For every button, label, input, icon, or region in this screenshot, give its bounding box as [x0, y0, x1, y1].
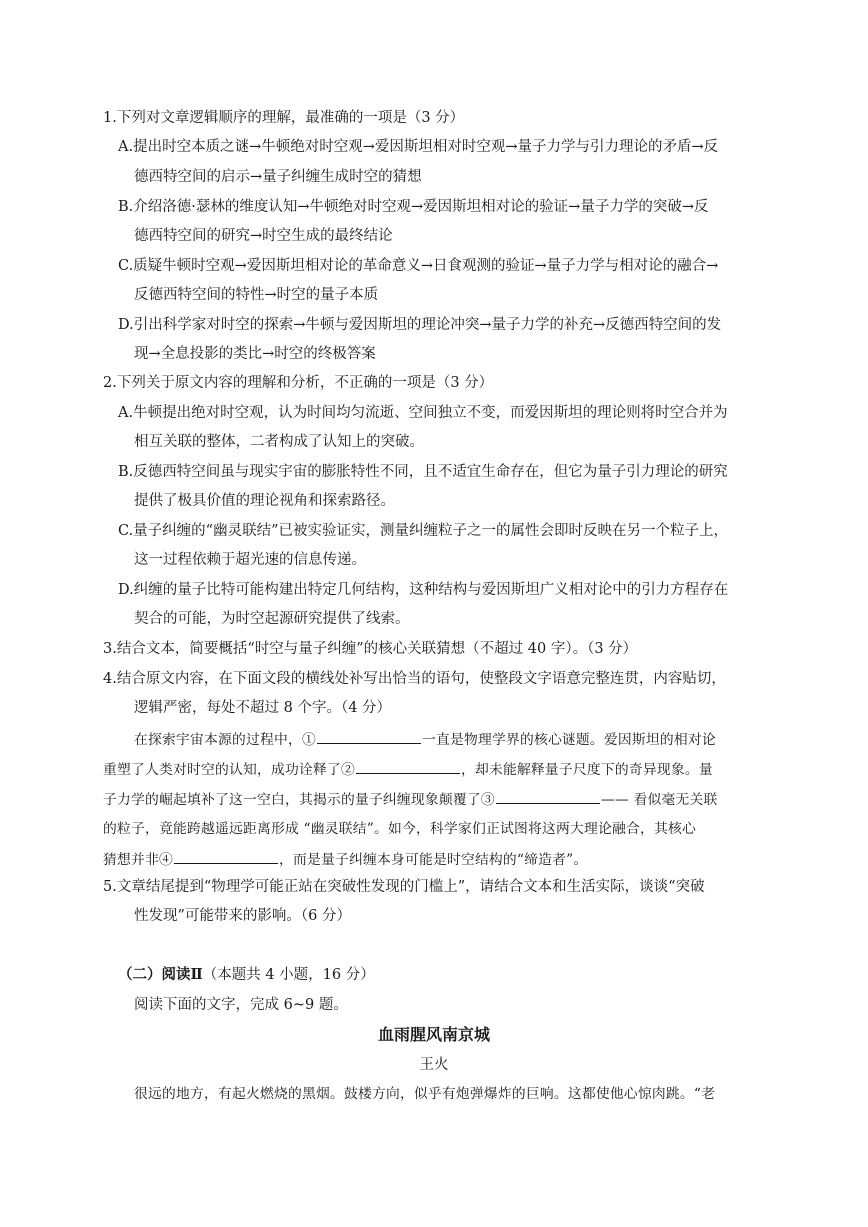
- q1-option-d-cont: 现→全息投影的类比→时空的终极答案: [134, 346, 376, 362]
- q2-option-c: C.量子纠缠的“幽灵联结”已被实验证实，测量纠缠粒子之一的属性会即时反映在另一个粒子上，: [118, 523, 729, 539]
- q4-passage-line-5: [103, 849, 587, 870]
- q4-stem-cont: 逻辑严密，每处不超过 8 个字。（4 分）: [134, 700, 392, 716]
- passage-text: ，却未能解释量子尺度下的奇异现象。量: [460, 762, 713, 778]
- answer-blank-3[interactable]: [496, 789, 600, 804]
- section-heading-detail: （本题共 4 小题，16 分）: [202, 967, 375, 983]
- q4-stem: 4.结合原文内容，在下面文段的横线处补写出恰当的语句，使整段文字语意完整连贯，内容贴切，: [103, 671, 726, 687]
- q1-option-a: A.提出时空本质之谜→牛顿绝对时空观→爱因斯坦相对时空观→量子力学与引力理论的矛盾→反: [118, 139, 719, 155]
- passage-text: 猜想并非④: [103, 852, 173, 868]
- q1-stem: 1.下列对文章逻辑顺序的理解，最准确的一项是（3 分）: [103, 110, 465, 126]
- q2-option-b: B.反德西特空间虽与现实宇宙的膨胀特性不同，且不适宜生命存在，但它为量子引力理论的研究: [118, 464, 728, 480]
- q4-passage-line-2: [103, 759, 713, 780]
- article-first-line: 很远的地方，有起火燃烧的黑烟。鼓楼方向，似乎有炮弹爆炸的巨响。这都使他心惊肉跳。“老: [134, 1086, 716, 1102]
- q1-option-c: C.质疑牛顿时空观→爱因斯坦相对论的革命意义→日食观测的验证→量子力学与相对论的融合→: [118, 258, 719, 274]
- passage-text: 子力学的崛起填补了这一空白，其揭示的量子纠缠现象颠覆了③: [103, 792, 495, 808]
- answer-blank-4[interactable]: [174, 849, 278, 864]
- article-title: 血雨腥风南京城: [377, 1025, 490, 1044]
- q2-option-a-cont: 相互关联的整体，二者构成了认知上的突破。: [134, 434, 424, 450]
- section-heading-label: （二）阅读Ⅱ: [118, 966, 203, 983]
- passage-text: 重塑了人类对时空的认知，成功诠释了②: [103, 762, 355, 778]
- q1-option-b-cont: 德西特空间的研究→时空生成的最终结论: [134, 228, 393, 244]
- q2-option-d: D.纠缠的量子比特可能构建出特定几何结构，这种结构与爱因斯坦广义相对论中的引力方程存在: [118, 582, 729, 598]
- q4-passage-line-4: 的粒子，竟能跨越遥远距离形成 “幽灵联结”。如今，科学家们正试图将这两大理论融合，其核心: [103, 821, 696, 837]
- q2-option-d-cont: 契合的可能，为时空起源研究提供了线索。: [134, 611, 410, 627]
- answer-blank-1[interactable]: [317, 729, 421, 744]
- passage-text: 一直是物理学界的核心谜题。爱因斯坦的相对论: [421, 732, 716, 748]
- q4-passage-line-1: [134, 729, 716, 750]
- q2-stem: 2.下列关于原文内容的理解和分析，不正确的一项是（3 分）: [103, 375, 494, 391]
- passage-text: —— 看似毫无关联: [600, 792, 718, 808]
- passage-text: ，而是量子纠缠本身可能是时空结构的“缔造者”。: [278, 852, 588, 868]
- q1-option-d: D.引出科学家对时空的探索→牛顿与爱因斯坦的理论冲突→量子力学的补充→反德西特空间的发: [118, 317, 722, 333]
- q2-option-b-cont: 提供了极具价值的理论视角和探索路径。: [134, 493, 395, 509]
- section-instruction: 阅读下面的文字，完成 6~9 题。: [134, 997, 348, 1013]
- answer-blank-2[interactable]: [356, 759, 460, 774]
- q5-stem-cont: 性发现”可能带来的影响。（6 分）: [134, 908, 351, 924]
- q2-option-a: A.牛顿提出绝对时空观，认为时间均匀流逝、空间独立不变，而爱因斯坦的理论则将时空合并为: [118, 405, 728, 421]
- q1-option-a-cont: 德西特空间的启示→量子纠缠生成时空的猜想: [134, 169, 422, 185]
- q3-stem: 3.结合文本，简要概括“时空与量子纠缠”的核心关联猜想（不超过 40 字）。（3 分）: [103, 641, 638, 657]
- passage-text: 在探索宇宙本源的过程中，①: [134, 732, 316, 748]
- q1-option-c-cont: 反德西特空间的特性→时空的量子本质: [134, 287, 379, 303]
- article-author: 王火: [419, 1057, 449, 1073]
- q4-passage-line-3: [103, 789, 717, 810]
- section-heading: [118, 965, 375, 985]
- q1-option-b: B.介绍洛德·瑟林的维度认知→牛顿绝对时空观→爱因斯坦相对论的验证→量子力学的突破→反: [118, 199, 709, 215]
- q5-stem: 5.文章结尾提到“物理学可能正站在突破性发现的门槛上”，请结合文本和生活实际，谈谈“突破: [103, 879, 705, 895]
- q2-option-c-cont: 这一过程依赖于超光速的信息传递。: [134, 552, 366, 568]
